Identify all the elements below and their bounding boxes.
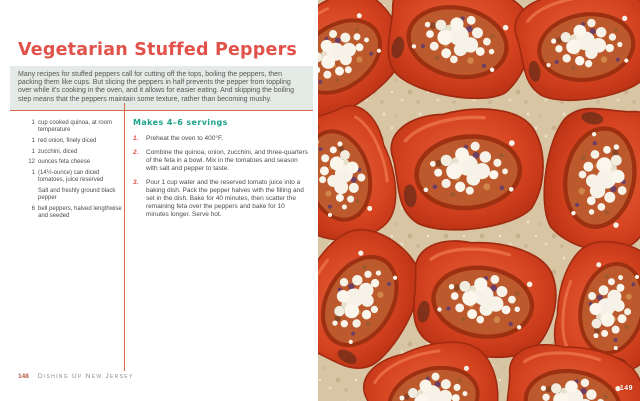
- ingredient-item: [24, 138, 122, 145]
- ingredient-qty: 6: [31, 205, 35, 212]
- stuffed-peppers-photo: [318, 0, 640, 401]
- step-text: Preheat the oven to 400°F.: [146, 135, 224, 142]
- ingredient-qty: 1: [31, 137, 35, 144]
- footer-book-title: Dishing Up New Jersey: [37, 373, 134, 380]
- ingredient-text: red onion, finely diced: [38, 137, 97, 144]
- page-footer: [18, 373, 133, 380]
- ingredient-item: [24, 120, 122, 134]
- ingredients-list: [24, 120, 122, 224]
- photo-page-number: 149: [619, 385, 633, 392]
- step-text: Combine the quinoa, onion, zucchini, and three-quarters of the feta in a bowl. Mix in the tomatoes and season with salt and pepper to taste.: [146, 149, 308, 172]
- ingredient-text: bell peppers, halved lengthwise and seeded: [38, 205, 122, 220]
- recipe-page: [0, 0, 318, 401]
- page-title: Vegetarian Stuffed Peppers: [18, 40, 298, 60]
- ingredient-text: cup cooked quinoa, at room temperature: [38, 120, 113, 134]
- ingredient-item: [24, 170, 122, 184]
- ingredient-text: Salt and freshly ground black pepper: [38, 187, 116, 202]
- footer-page-number: 148: [18, 373, 29, 380]
- step-text: Pour 1 cup water and the reserved tomato juice into a baking dish. Pack the pepper halves with the filling and set in the dish. Bake for 40 minutes, then scatter the remaining feta over the peppers and bake for 10 minutes longer. Serve hot.: [146, 179, 304, 218]
- ingredient-item: [24, 159, 122, 166]
- recipe-intro: Many recipes for stuffed peppers call for cutting off the tops, boiling the peppers, then packing them like cups. But slicing the peppers in half prevents the pepper from toppling over while it's cooking in the oven, and it allows for easier eating. And skipping the boiling step means that the peppers maintain some texture, rather than becoming mushy.: [10, 66, 313, 111]
- step-item: [133, 149, 309, 173]
- servings-heading: Makes 4–6 servings: [133, 118, 228, 127]
- ingredient-item: [24, 149, 122, 156]
- ingredient-qty: 1: [31, 170, 35, 177]
- step-number: 1.: [133, 135, 139, 142]
- step-number: 2.: [133, 149, 139, 156]
- ingredient-qty: 12: [28, 159, 35, 166]
- directions: [133, 118, 309, 225]
- ingredient-text: zucchini, diced: [38, 148, 78, 155]
- ingredient-qty: 1: [31, 120, 35, 126]
- photo-page: [318, 0, 640, 401]
- ingredient-text: ounces feta cheese: [38, 159, 91, 166]
- step-item: [133, 179, 309, 219]
- step-item: [133, 135, 309, 143]
- step-number: 3.: [133, 179, 139, 186]
- ingredient-qty: [24, 188, 35, 202]
- ingredient-item: [24, 206, 122, 220]
- ingredient-qty: 1: [31, 148, 35, 155]
- ingredient-item: [24, 188, 122, 202]
- column-divider: [124, 103, 125, 371]
- ingredient-text: (14½-ounce) can diced tomatoes, juice reserved: [38, 170, 104, 184]
